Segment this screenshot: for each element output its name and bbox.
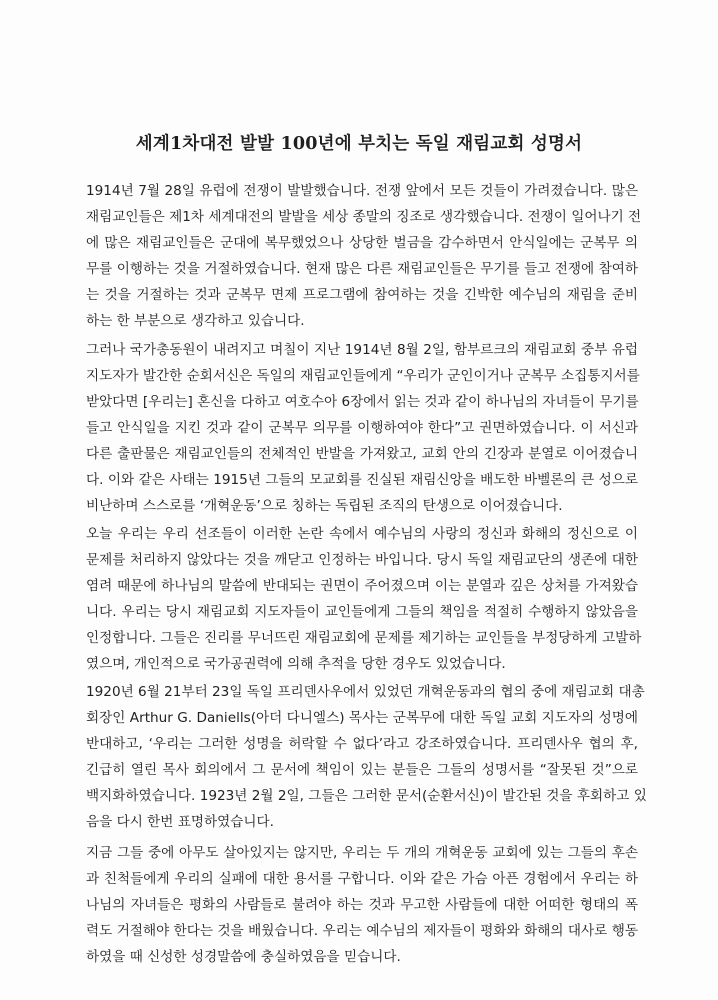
paragraph-line: 문제를 처리하지 않았다는 것을 깨닫고 인정하는 바입니다. 당시 독일 재림교단의 생존에 대한 [86,552,638,568]
paragraph-line: 긴급히 열린 목사 회의에서 그 문서에 책임이 있는 분들은 그들의 성명서를 “잘못된 것”으로 [86,762,638,778]
paragraph-line: 에 많은 재림교인들은 군대에 복무했었으나 상당한 벌금을 감수하면서 안식일에는 군복무 의 [86,235,638,251]
paragraph-line: 들고 안식일을 지킨 것과 같이 군복무 의무를 이행하여야 한다”고 권면하였습니다. 이 서신과 [86,420,638,436]
document-title: 세계1차대전 발발 100년에 부치는 독일 재림교회 성명서 [135,134,583,154]
paragraph-4 [86,679,647,835]
paragraph-line: 음을 다시 한번 표명하였습니다. [86,814,274,830]
paragraph-line: 오늘 우리는 우리 선조들이 이러한 논란 속에서 예수님의 사랑의 정신과 화해의 정신으로 이 [86,526,638,542]
paragraph-line: 다른 출판물은 재림교인들의 전체적인 반발을 가져왔고, 교회 안의 긴장과 분열로 이어졌습니 [86,446,638,462]
paragraph-line: 1914년 7월 28일 유럽에 전쟁이 발발했습니다. 전쟁 앞에서 모든 것들이 가려졌습니다. 많은 [86,183,638,199]
paragraph-line: 회장인 Arthur G. Daniells(아더 다니엘스) 목사는 군복무에 대한 독일 교회 지도자의 성명에 [86,710,638,726]
paragraph-line: 1920년 6월 21부터 23일 독일 프리덴사우에서 있었던 개혁운동과의 협의 중에 재림교회 대총 [86,684,645,700]
paragraph-3 [86,521,642,677]
paragraph-1 [86,178,642,334]
paragraph-2 [86,337,638,519]
paragraph-line: 지도자가 발간한 순회서신은 독일의 재림교인들에게 “우리가 군인이거나 군복무 소집통지서를 [86,368,640,384]
paragraph-line: 력도 거절해야 한다는 것을 배웠습니다. 우리는 예수님의 제자들이 평화와 화해의 대사로 행동 [86,923,638,939]
paragraph-line: 재림교인들은 제1차 세계대전의 발발을 세상 종말의 징조로 생각했습니다. 전쟁이 일어나기 전 [86,209,642,225]
paragraph-line: 과 친척들에게 우리의 실패에 대한 용서를 구합니다. 이와 같은 가슴 아픈 경험에서 우리는 하 [86,871,638,887]
paragraph-line: 니다. 우리는 당시 재림교회 지도자들이 교인들에게 그들의 책임을 적절히 수행하지 않았음을 [86,604,638,620]
paragraph-line: 무를 이행하는 것을 거절하였습니다. 현재 많은 다른 재림교인들은 무기를 들고 전쟁에 참여하 [86,261,638,277]
paragraph-line: 그러나 국가총동원이 내려지고 며칠이 지난 1914년 8월 2일, 함부르크의 재림교회 중부 유럽 [86,342,638,358]
paragraph-line: 나님의 자녀들은 평화의 사람들로 불려야 하는 것과 무고한 사람들에 대한 어떠한 형태의 폭 [86,897,638,913]
paragraph-line: 다. 이와 같은 사태는 1915년 그들의 모교회를 진실된 재림신앙을 배도한 바벨론의 큰 성으로 [86,472,638,488]
paragraph-line: 는 것을 거절하는 것과 군복무 면제 프로그램에 참여하는 것을 긴박한 예수님의 재림을 준비 [86,287,638,303]
paragraph-line: 였으며, 개인적으로 국가공권력에 의해 추적을 당한 경우도 있었습니다. [86,656,506,672]
paragraph-line: 염려 때문에 하나님의 말씀에 반대되는 권면이 주어졌으며 이는 분열과 깊은 상처를 가져왔습 [86,578,638,594]
paragraph-line: 백지화하였습니다. 1923년 2월 2일, 그들은 그러한 문서(순환서신)이 발간된 것을 후회하고 있 [86,788,647,804]
paragraph-line: 받았다면 [우리는] 혼신을 다하고 여호수아 6장에서 읽는 것과 같이 하나님의 자녀들이 무기를 [86,394,639,410]
paragraph-line: 인정합니다. 그들은 진리를 무너뜨린 재림교회에 문제를 제기하는 교인들을 부정당하게 고발하 [86,630,642,646]
paragraph-line: 반대하고, ‘우리는 그러한 성명을 허락할 수 없다’라고 강조하였습니다. 프리덴사우 협의 후, [86,736,638,752]
paragraph-line: 하는 한 부분으로 생각하고 있습니다. [86,313,305,329]
paragraph-line: 지금 그들 중에 아무도 살아있지는 않지만, 우리는 두 개의 개혁운동 교회에 있는 그들의 후손 [86,845,638,861]
paragraph-line: 비난하며 스스로를 ‘개혁운동’으로 칭하는 독립된 조직의 탄생으로 이어졌습니다. [86,498,563,514]
paragraph-5 [86,840,638,970]
paragraph-line: 하였을 때 신성한 성경말씀에 충실하였음을 믿습니다. [86,949,401,965]
